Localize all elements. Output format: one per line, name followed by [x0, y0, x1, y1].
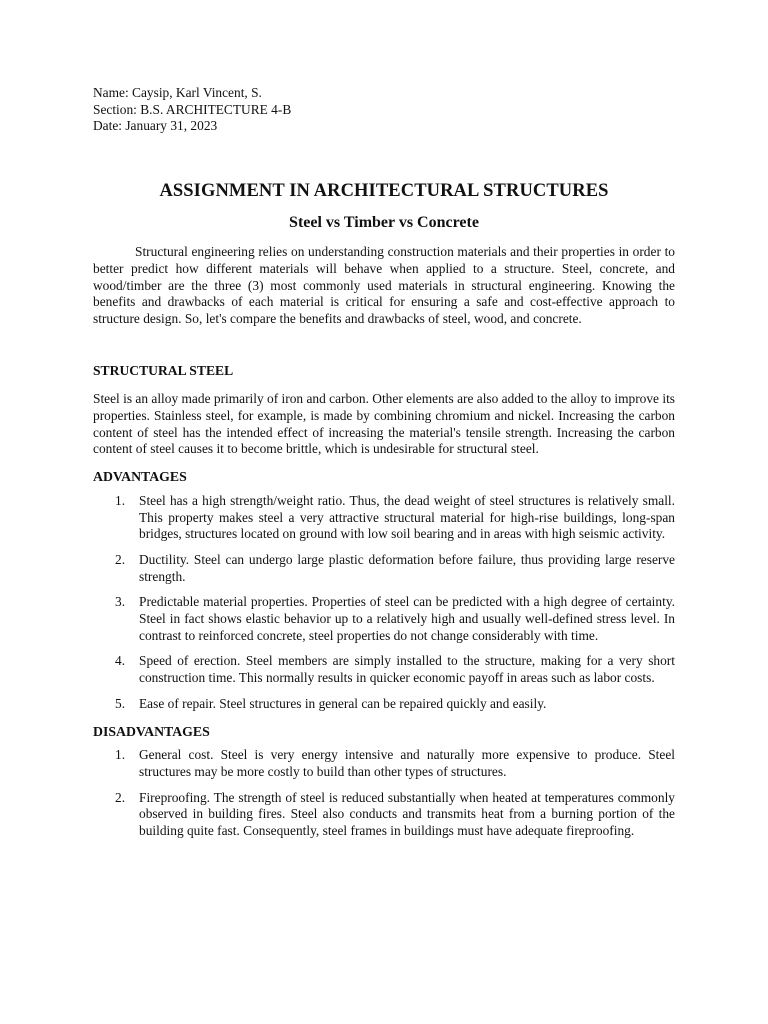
document-subtitle: Steel vs Timber vs Concrete [289, 214, 479, 232]
list-item [93, 747, 675, 780]
list-item [93, 653, 675, 686]
advantages-list [93, 493, 675, 713]
list-item [93, 696, 675, 713]
section-heading-structural-steel: STRUCTURAL STEEL [93, 362, 234, 378]
student-section: Section: B.S. ARCHITECTURE 4-B [93, 101, 292, 117]
list-item-text: General cost. Steel is very energy intensive and naturally more expensive to produce. Steel structures may be more costly to build than other types of structures. [139, 747, 675, 779]
list-item-text: Speed of erection. Steel members are simply installed to the structure, making for a very short construction time. This normally results in quicker economic payoff in areas such as labor costs. [139, 653, 675, 686]
list-item-text: Fireproofing. The strength of steel is reduced substantially when heated at temperatures commonly observed in building fires. Steel also conducts and transmits heat from a burning portion of the building quite fast. Consequently, steel frames in buildings must have adequate fireproofing. [139, 789, 675, 839]
advantages-heading: ADVANTAGES [93, 469, 187, 485]
steel-description: Steel is an alloy made primarily of iron and carbon. Other elements are also added to the alloy to improve its properties. Stainless steel, for example, is made by combining chromium and nickel. Increasing the carbon content of steel has the intended effect of increasing the material's tensile strength. Increasing the carbon content of steel causes it to become brittle, which is undesirable for structural steel. [93, 391, 675, 457]
list-item [93, 594, 675, 644]
list-item [93, 790, 675, 840]
list-item-text: Ease of repair. Steel structures in general can be repaired quickly and easily. [139, 695, 547, 711]
disadvantages-list [93, 747, 675, 840]
list-item-text: Predictable material properties. Properties of steel can be predicted with a high degree of certainty. Steel in fact shows elastic behavior up to a relatively high and usually well-defined stress level. In contrast to reinforced concrete, steel properties do not change considerably with time. [139, 594, 675, 643]
list-item [93, 493, 675, 543]
disadvantages-heading: DISADVANTAGES [93, 723, 210, 739]
student-name: Name: Caysip, Karl Vincent, S. [93, 85, 262, 100]
intro-paragraph: Structural engineering relies on understanding construction materials and their properties in order to better predict how different materials will behave when applied to a structure. Steel, concrete, and wood/timber are the three (3) most commonly used materials in structural engineering. Knowing the benefits and drawbacks of each material is critical for ensuring a safe and cost-effective approach to structure design. So, let's compare the benefits and drawbacks of steel, wood, and concrete. [93, 244, 675, 326]
list-number: 4. [115, 653, 126, 669]
list-number: 1. [115, 492, 126, 508]
list-number: 2. [115, 789, 126, 805]
list-item-text: Ductility. Steel can undergo large plastic deformation before failure, thus providing large reserve strength. [139, 551, 675, 584]
list-item [93, 552, 675, 585]
submission-date: Date: January 31, 2023 [93, 118, 218, 134]
list-item-text: Steel has a high strength/weight ratio. Thus, the dead weight of steel structures is relatively small. This property makes steel a very attractive structural material for high-rise buildings, long-span bridges, structures located on ground with low soil bearing and in areas with high seismic activity. [139, 492, 675, 542]
list-number: 5. [115, 695, 126, 711]
document-body [93, 85, 675, 849]
list-number: 3. [115, 594, 126, 610]
list-number: 2. [115, 551, 126, 567]
document-title: ASSIGNMENT IN ARCHITECTURAL STRUCTURES [159, 181, 609, 202]
list-number: 1. [115, 747, 126, 763]
